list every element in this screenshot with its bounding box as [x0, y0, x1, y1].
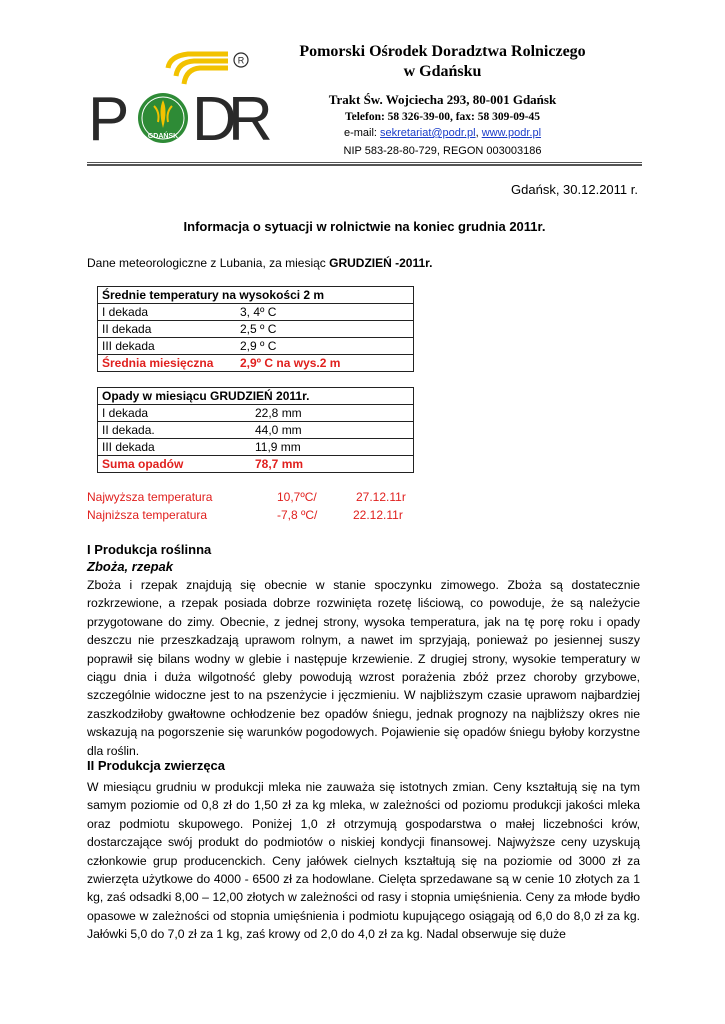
org-phone: Telefon: 58 326-39-00, fax: 58 309-09-45	[344, 111, 541, 123]
podr-logo-graphic	[88, 48, 273, 154]
meteo-intro	[87, 256, 433, 270]
table-row	[98, 287, 414, 304]
min-temperature-line	[87, 508, 403, 522]
precipitation-summary-value: 78,7 mm	[251, 456, 414, 473]
precipitation-table	[97, 387, 414, 473]
table-row	[98, 439, 414, 456]
table-cell: III dekada	[98, 338, 237, 355]
header-divider	[87, 162, 642, 166]
temperature-table	[97, 286, 414, 372]
svg-text:P: P	[88, 85, 130, 154]
document-date: Gdańsk, 30.12.2011 r.	[511, 182, 638, 197]
table-row	[98, 321, 414, 338]
svg-text:D: D	[192, 85, 237, 154]
table-row	[98, 388, 414, 405]
section-plant-title: I Produkcja roślinna	[87, 542, 212, 557]
max-temperature-label: Najwyższa temperatura	[87, 490, 213, 504]
precipitation-summary-label: Suma opadów	[98, 456, 252, 473]
table-cell: II dekada	[98, 321, 237, 338]
max-temperature-date: 27.12.11r	[356, 490, 406, 504]
max-temperature-line	[87, 490, 406, 504]
min-temperature-label: Najniższa temperatura	[87, 508, 208, 522]
org-header	[285, 42, 600, 82]
table-row	[98, 422, 414, 439]
org-address: Trakt Św. Wojciecha 293, 80-001 Gdańsk	[328, 92, 557, 107]
temperature-summary-value: 2,9º C na wys.2 m	[236, 355, 414, 372]
document-title: Informacja o sytuacji w rolnictwie na koniec grudnia 2011r.	[183, 219, 546, 234]
table-row	[98, 355, 414, 372]
table-cell: III dekada	[98, 439, 252, 456]
svg-text:R: R	[228, 85, 273, 154]
temperature-summary-label: Średnia miesięczna	[98, 355, 237, 372]
min-temperature-date: 22.12.11r	[353, 508, 403, 522]
table-cell: 2,5 º C	[236, 321, 414, 338]
section-plant-subtitle: Zboża, rzepak	[87, 559, 173, 574]
org-ids: NIP 583-28-80-729, REGON 003003186	[343, 145, 542, 157]
table-row	[98, 304, 414, 321]
table-cell: I dekada	[98, 304, 237, 321]
org-name: Pomorski Ośrodek Doradztwa Rolniczego	[299, 43, 586, 60]
max-temperature-value: 10,7ºC/	[277, 490, 317, 504]
podr-logo	[88, 48, 273, 154]
section-animal-text: W miesiącu grudniu w produkcji mleka nie zauważa się istotnych zmian. Ceny kształtują się na tym samym poziomie od 0,8 zł do 1,50 zł za kg mleka, w zależności od poziomu produkcji jakości mleka oraz podmiotu skupowego. Poniżej 1,0 zł otrzymują gospodarstwa o małej liczebności krów, dostarczające swój produkt do podmiotów o niskiej kondycji finansowej. Najwyższe ceny uzyskują członkowie grup producenckich. Ceny jałówek cielnych kształtują się na poziomie od 3000 zł za zwierzęta użytkowe do 4000 - 6500 zł za hodowlane. Cielęta sprzedawane są w cenie 10 złotych za 1 kg, zaś odsadki 8,00 – 12,00 złotych w zależności od rasy i stopnia umięśnienia. Ceny za młode bydło opasowe w zależności od stopnia umięśnienia i podmiotu kupującego osiągają od 6,0 do 8,0 zł za kg. Jałówki 5,0 do 7,0 zł za 1 kg, zaś krowy od 2,0 do 4,0 zł za kg. Nadal obserwuje się duże	[87, 780, 640, 942]
org-contact: e-mail: sekretariat@podr.pl, www.podr.pl	[343, 127, 542, 139]
table-row	[98, 405, 414, 422]
table-row	[98, 456, 414, 473]
table-cell: I dekada	[98, 405, 252, 422]
table-cell: II dekada.	[98, 422, 252, 439]
meteo-month: GRUDZIEŃ -2011r.	[329, 256, 433, 270]
precipitation-heading: Opady w miesiącu GRUDZIEŃ 2011r.	[98, 388, 414, 405]
org-city: w Gdańsku	[403, 63, 482, 80]
website-link[interactable]: www.podr.pl	[481, 127, 542, 139]
email-link[interactable]: sekretariat@podr.pl	[380, 127, 476, 139]
table-cell: 3, 4º C	[236, 304, 414, 321]
svg-text:GDAŃSK: GDAŃSK	[147, 133, 179, 140]
table-cell: 44,0 mm	[251, 422, 414, 439]
svg-text:R: R	[237, 55, 245, 66]
section-plant-text: Zboża i rzepak znajdują się obecnie w stanie spoczynku zimowego. Zboża są dostatecznie rozkrzewione, a rzepak posiada dobrze rozwinięta rozetę liściową, co powoduje, że są należycie przygotowane do zimy. Obecnie, z jednej strony, wysoka temperatura, jak na tę porę roku i opady deszczu nie przeszkadzają uprawom rolnym, a nawet im sprzyjają, ponieważ po jesiennej suszy poprawił się bilans wodny w glebie i następuje krzewienie. Z drugiej strony, wysokie temperatury w ciągu dnia i duża wilgotność gleby powodują wzrost porażenia zbóż przez choroby grzybowe, szczególnie widoczne jest to na pszenżycie i jęczmieniu. W najbliższym czasie uprawom najbardziej zaszkodziłoby gwałtowne ochłodzenie bez opadów śniegu, jednak prognozy na najbliższy okres nie wskazują na pogorszenie się warunków pogodowych. Pojawienie się opadów śniegu byłoby korzystne dla roślin.	[87, 578, 640, 758]
table-cell: 2,9 º C	[236, 338, 414, 355]
table-cell: 22,8 mm	[251, 405, 414, 422]
temperature-heading: Średnie temperatury na wysokości 2 m	[98, 287, 414, 304]
table-cell: 11,9 mm	[251, 439, 414, 456]
meteo-intro-text: Dane meteorologiczne z Lubania, za miesiąc	[87, 256, 330, 270]
section-animal-title: II Produkcja zwierzęca	[87, 758, 226, 773]
min-temperature-value: -7,8 ºC/	[277, 508, 318, 522]
email-label: e-mail:	[343, 127, 381, 139]
table-row	[98, 338, 414, 355]
